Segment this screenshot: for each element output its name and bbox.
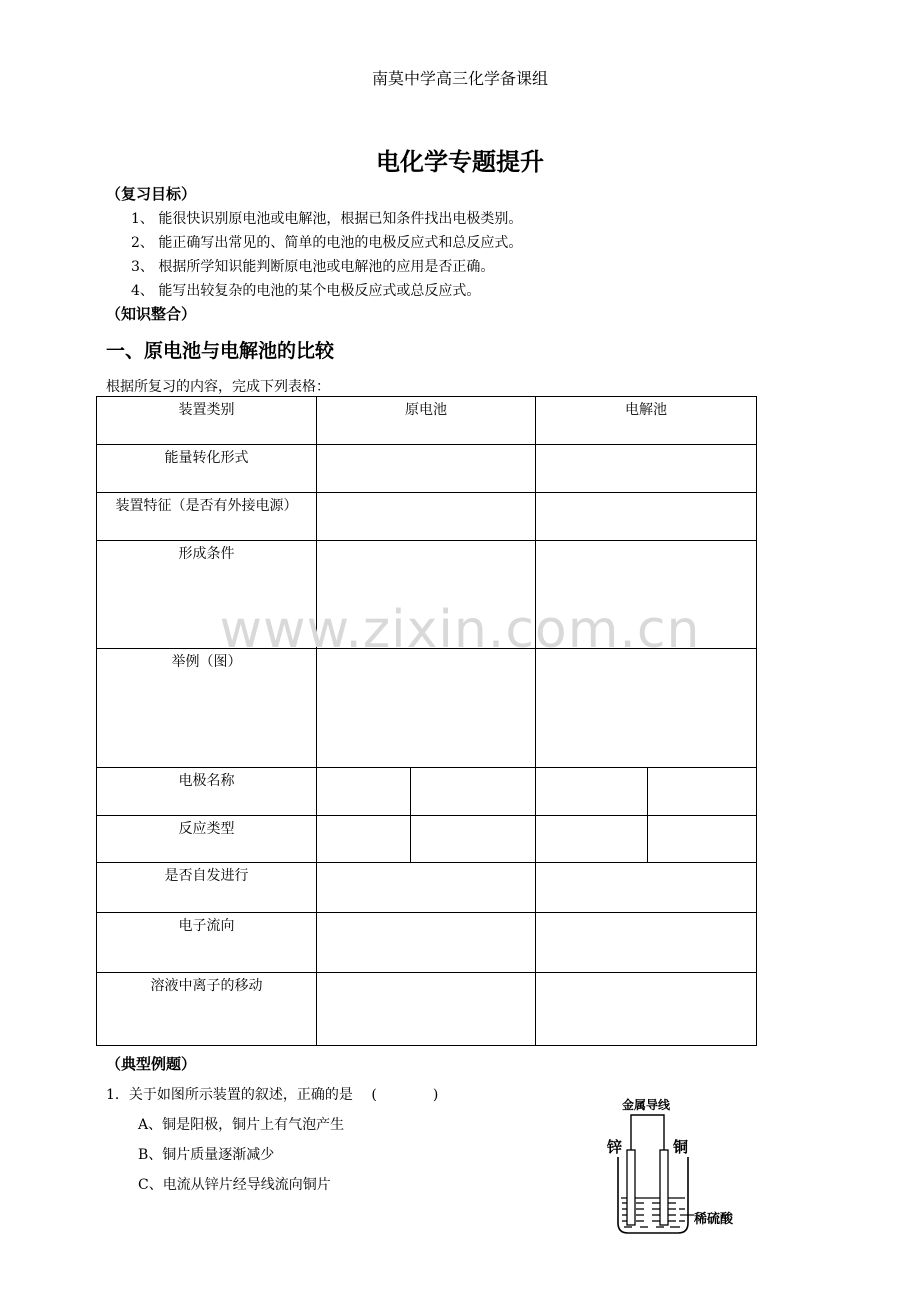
page-header: 南莫中学高三化学备课组 <box>371 69 548 88</box>
wire-icon <box>631 1115 664 1150</box>
question-1 <box>106 1084 438 1104</box>
table-row <box>97 649 757 768</box>
copper-electrode-icon <box>660 1150 668 1225</box>
answer-cell <box>411 768 536 816</box>
row-label-energy: 能量转化形式 <box>97 445 317 493</box>
option-a: A、铜是阳极，铜片上有气泡产生 <box>138 1117 345 1133</box>
header-cell-category: 装置类别 <box>97 397 317 445</box>
answer-cell <box>648 768 757 816</box>
review-item-3: 3、 根据所学知识能判断原电池或电解池的应用是否正确。 <box>131 259 495 275</box>
table-row <box>97 768 757 816</box>
section-intro: 根据所复习的内容，完成下列表格： <box>106 379 330 395</box>
section-title: 一、原电池与电解池的比较 <box>106 340 335 362</box>
option-b: B、铜片质量逐渐减少 <box>138 1147 275 1163</box>
answer-cell <box>317 493 536 541</box>
row-label-electron-flow: 电子流向 <box>97 913 317 973</box>
row-label-electrode: 电极名称 <box>97 768 317 816</box>
examples-heading: （典型例题） <box>106 1055 197 1073</box>
answer-cell <box>317 913 536 973</box>
answer-cell <box>317 863 536 913</box>
header-cell-galvanic: 原电池 <box>317 397 536 445</box>
answer-cell <box>317 649 536 768</box>
review-item-2: 2、 能正确写出常见的、简单的电池的电极反应式和总反应式。 <box>131 235 523 251</box>
answer-cell <box>536 445 757 493</box>
figure-label-wire: 金属导线 <box>622 1098 671 1112</box>
table-row <box>97 913 757 973</box>
table-row <box>97 816 757 863</box>
answer-cell <box>536 913 757 973</box>
answer-cell <box>536 863 757 913</box>
figure-label-zinc: 锌 <box>607 1138 623 1156</box>
zinc-electrode-icon <box>627 1150 635 1225</box>
row-label-feature: 装置特征（是否有外接电源） <box>97 493 317 541</box>
answer-cell <box>317 445 536 493</box>
answer-bracket: ( ) <box>371 1087 439 1103</box>
answer-cell <box>536 649 757 768</box>
watermark: www.zixin.com.cn <box>219 600 701 660</box>
row-label-example: 举例（图） <box>97 649 317 768</box>
answer-cell <box>317 973 536 1046</box>
review-heading: （复习目标） <box>106 185 197 203</box>
figure-label-copper: 铜 <box>673 1138 689 1156</box>
row-label-ion-movement: 溶液中离子的移动 <box>97 973 317 1046</box>
row-label-reaction: 反应类型 <box>97 816 317 863</box>
figure-label-acid: 稀硫酸 <box>694 1212 734 1227</box>
answer-cell <box>317 816 411 863</box>
page-title: 电化学专题提升 <box>376 148 544 176</box>
option-c: C、电流从锌片经导线流向铜片 <box>138 1177 331 1193</box>
answer-cell <box>536 493 757 541</box>
table-header-row <box>97 397 757 445</box>
row-label-conditions: 形成条件 <box>97 541 317 649</box>
review-item-4: 4、 能写出较复杂的电池的某个电极反应式或总反应式。 <box>131 283 481 299</box>
answer-cell <box>536 973 757 1046</box>
row-label-spontaneous: 是否自发进行 <box>97 863 317 913</box>
answer-cell <box>536 816 648 863</box>
header-cell-electrolytic: 电解池 <box>536 397 757 445</box>
knowledge-heading: （知识整合） <box>106 305 197 323</box>
review-item-1: 1、 能很快识别原电池或电解池，根据已知条件找出电极类别。 <box>131 211 523 227</box>
galvanic-cell-diagram <box>600 1105 700 1240</box>
table-row <box>97 493 757 541</box>
question-1-stem: 1．关于如图所示装置的叙述，正确的是 <box>106 1087 353 1103</box>
comparison-table <box>96 396 757 1046</box>
table-row <box>97 973 757 1046</box>
answer-cell <box>411 816 536 863</box>
answer-cell <box>317 768 411 816</box>
table-row <box>97 863 757 913</box>
answer-cell <box>536 768 648 816</box>
table-row <box>97 445 757 493</box>
answer-cell <box>648 816 757 863</box>
